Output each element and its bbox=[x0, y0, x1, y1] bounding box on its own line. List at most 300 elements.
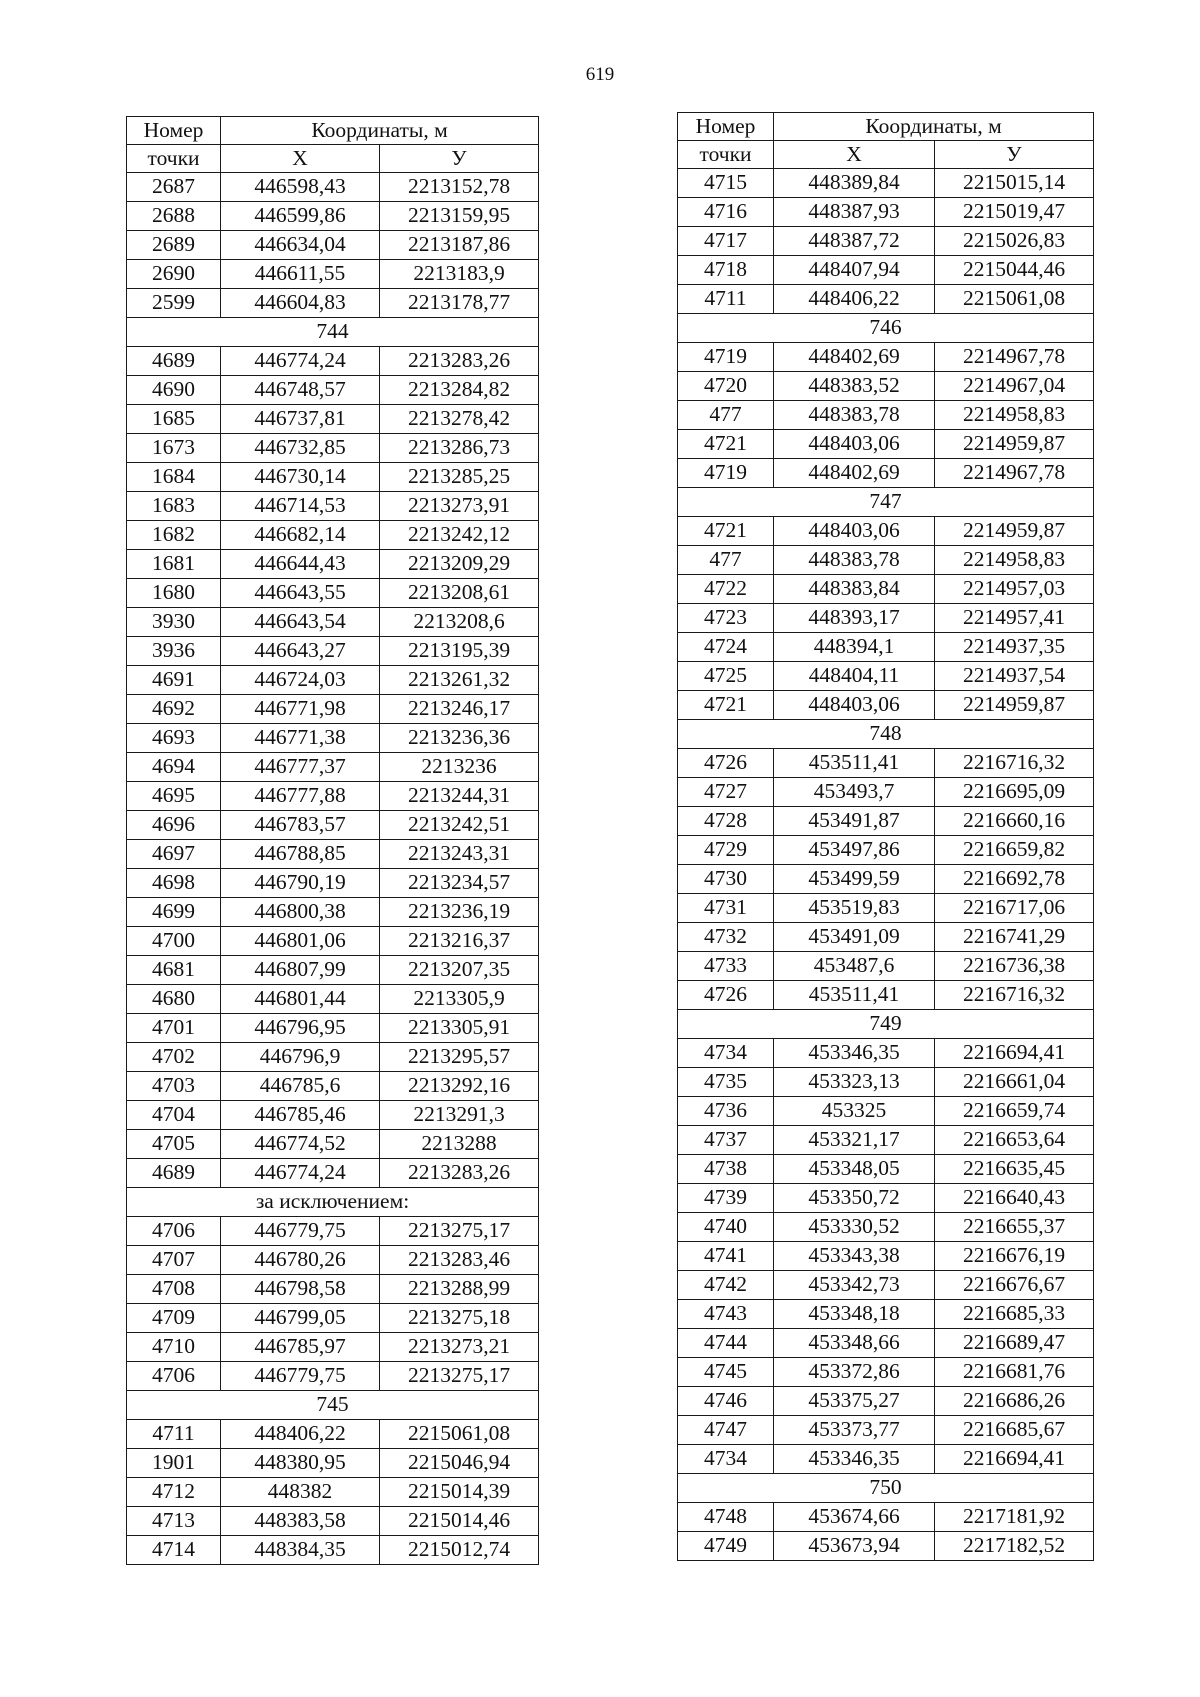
y-coordinate-cell: 2213275,17 bbox=[380, 1217, 539, 1246]
y-coordinate-cell: 2213183,9 bbox=[380, 260, 539, 289]
x-coordinate-cell: 446785,46 bbox=[221, 1101, 380, 1130]
point-number-cell: 4707 bbox=[127, 1246, 221, 1275]
header-number-line2: точки bbox=[127, 145, 221, 173]
section-label: 746 bbox=[678, 314, 1094, 343]
table-row bbox=[678, 952, 1094, 981]
point-number-cell: 2687 bbox=[127, 173, 221, 202]
x-coordinate-cell: 446643,27 bbox=[221, 637, 380, 666]
point-number-cell: 4708 bbox=[127, 1275, 221, 1304]
y-coordinate-cell: 2216681,76 bbox=[935, 1358, 1094, 1387]
x-coordinate-cell: 453491,87 bbox=[774, 807, 935, 836]
table-row bbox=[127, 260, 539, 289]
y-coordinate-cell: 2213195,39 bbox=[380, 637, 539, 666]
header-coordinates: Координаты, м bbox=[221, 117, 539, 145]
y-coordinate-cell: 2213236,19 bbox=[380, 898, 539, 927]
x-coordinate-cell: 446783,57 bbox=[221, 811, 380, 840]
section-label: 747 bbox=[678, 488, 1094, 517]
table-row bbox=[678, 546, 1094, 575]
point-number-cell: 4721 bbox=[678, 430, 774, 459]
y-coordinate-cell: 2214959,87 bbox=[935, 691, 1094, 720]
point-number-cell: 4736 bbox=[678, 1097, 774, 1126]
table-row bbox=[678, 981, 1094, 1010]
x-coordinate-cell: 453348,66 bbox=[774, 1329, 935, 1358]
x-coordinate-cell: 446800,38 bbox=[221, 898, 380, 927]
y-coordinate-cell: 2216655,37 bbox=[935, 1213, 1094, 1242]
table-row bbox=[127, 666, 539, 695]
point-number-cell: 4734 bbox=[678, 1039, 774, 1068]
header-coordinates: Координаты, м bbox=[774, 113, 1094, 141]
point-number-cell: 4697 bbox=[127, 840, 221, 869]
table-row bbox=[127, 1333, 539, 1362]
point-number-cell: 4702 bbox=[127, 1043, 221, 1072]
y-coordinate-cell: 2216660,16 bbox=[935, 807, 1094, 836]
x-coordinate-cell: 446682,14 bbox=[221, 521, 380, 550]
x-coordinate-cell: 453330,52 bbox=[774, 1213, 935, 1242]
table-row bbox=[678, 778, 1094, 807]
table-row bbox=[127, 1275, 539, 1304]
point-number-cell: 1673 bbox=[127, 434, 221, 463]
y-coordinate-cell: 2213283,26 bbox=[380, 1159, 539, 1188]
y-coordinate-cell: 2213283,46 bbox=[380, 1246, 539, 1275]
y-coordinate-cell: 2213275,18 bbox=[380, 1304, 539, 1333]
point-number-cell: 1680 bbox=[127, 579, 221, 608]
point-number-cell: 4701 bbox=[127, 1014, 221, 1043]
point-number-cell: 4739 bbox=[678, 1184, 774, 1213]
table-row bbox=[127, 202, 539, 231]
point-number-cell: 4711 bbox=[127, 1420, 221, 1449]
x-coordinate-cell: 446785,97 bbox=[221, 1333, 380, 1362]
section-row bbox=[678, 1474, 1094, 1503]
table-row bbox=[127, 289, 539, 318]
y-coordinate-cell: 2216694,41 bbox=[935, 1039, 1094, 1068]
coordinates-table-left bbox=[126, 116, 539, 1565]
point-number-cell: 4695 bbox=[127, 782, 221, 811]
table-row bbox=[678, 198, 1094, 227]
x-coordinate-cell: 453511,41 bbox=[774, 981, 935, 1010]
table-header-row bbox=[127, 145, 539, 173]
y-coordinate-cell: 2216661,04 bbox=[935, 1068, 1094, 1097]
y-coordinate-cell: 2215014,39 bbox=[380, 1478, 539, 1507]
point-number-cell: 4723 bbox=[678, 604, 774, 633]
x-coordinate-cell: 446779,75 bbox=[221, 1362, 380, 1391]
y-coordinate-cell: 2213243,31 bbox=[380, 840, 539, 869]
table-row bbox=[678, 1387, 1094, 1416]
y-coordinate-cell: 2214957,03 bbox=[935, 575, 1094, 604]
point-number-cell: 1684 bbox=[127, 463, 221, 492]
table-row bbox=[127, 608, 539, 637]
y-coordinate-cell: 2216686,26 bbox=[935, 1387, 1094, 1416]
y-coordinate-cell: 2213292,16 bbox=[380, 1072, 539, 1101]
point-number-cell: 4726 bbox=[678, 749, 774, 778]
x-coordinate-cell: 453674,66 bbox=[774, 1503, 935, 1532]
point-number-cell: 4696 bbox=[127, 811, 221, 840]
point-number-cell: 4735 bbox=[678, 1068, 774, 1097]
y-coordinate-cell: 2213207,35 bbox=[380, 956, 539, 985]
table-row bbox=[127, 1362, 539, 1391]
table-row bbox=[127, 376, 539, 405]
table-row bbox=[127, 956, 539, 985]
point-number-cell: 4710 bbox=[127, 1333, 221, 1362]
y-coordinate-cell: 2213305,91 bbox=[380, 1014, 539, 1043]
table-row bbox=[127, 1014, 539, 1043]
header-x: X bbox=[221, 145, 380, 173]
point-number-cell: 4700 bbox=[127, 927, 221, 956]
table-row bbox=[127, 1478, 539, 1507]
table-row bbox=[127, 927, 539, 956]
x-coordinate-cell: 448383,78 bbox=[774, 401, 935, 430]
x-coordinate-cell: 446737,81 bbox=[221, 405, 380, 434]
x-coordinate-cell: 446774,52 bbox=[221, 1130, 380, 1159]
table-row bbox=[678, 604, 1094, 633]
table-row bbox=[127, 1246, 539, 1275]
x-coordinate-cell: 453373,77 bbox=[774, 1416, 935, 1445]
header-number-line1: Номер bbox=[127, 117, 221, 145]
y-coordinate-cell: 2214957,41 bbox=[935, 604, 1094, 633]
y-coordinate-cell: 2216659,82 bbox=[935, 836, 1094, 865]
x-coordinate-cell: 446771,98 bbox=[221, 695, 380, 724]
point-number-cell: 4698 bbox=[127, 869, 221, 898]
x-coordinate-cell: 446643,54 bbox=[221, 608, 380, 637]
y-coordinate-cell: 2214967,78 bbox=[935, 459, 1094, 488]
table-row bbox=[678, 256, 1094, 285]
section-label: 748 bbox=[678, 720, 1094, 749]
x-coordinate-cell: 453491,09 bbox=[774, 923, 935, 952]
y-coordinate-cell: 2216716,32 bbox=[935, 749, 1094, 778]
point-number-cell: 4703 bbox=[127, 1072, 221, 1101]
x-coordinate-cell: 446798,58 bbox=[221, 1275, 380, 1304]
x-coordinate-cell: 448402,69 bbox=[774, 343, 935, 372]
x-coordinate-cell: 446801,44 bbox=[221, 985, 380, 1014]
x-coordinate-cell: 448406,22 bbox=[221, 1420, 380, 1449]
point-number-cell: 4706 bbox=[127, 1217, 221, 1246]
x-coordinate-cell: 448402,69 bbox=[774, 459, 935, 488]
table-header-row bbox=[127, 117, 539, 145]
x-coordinate-cell: 453342,73 bbox=[774, 1271, 935, 1300]
x-coordinate-cell: 448389,84 bbox=[774, 169, 935, 198]
y-coordinate-cell: 2214967,04 bbox=[935, 372, 1094, 401]
x-coordinate-cell: 453348,05 bbox=[774, 1155, 935, 1184]
x-coordinate-cell: 448383,52 bbox=[774, 372, 935, 401]
point-number-cell: 4689 bbox=[127, 1159, 221, 1188]
point-number-cell: 4713 bbox=[127, 1507, 221, 1536]
table-row bbox=[678, 1416, 1094, 1445]
y-coordinate-cell: 2214967,78 bbox=[935, 343, 1094, 372]
y-coordinate-cell: 2216695,09 bbox=[935, 778, 1094, 807]
y-coordinate-cell: 2213288,99 bbox=[380, 1275, 539, 1304]
y-coordinate-cell: 2213291,3 bbox=[380, 1101, 539, 1130]
table-row bbox=[678, 1155, 1094, 1184]
y-coordinate-cell: 2213273,21 bbox=[380, 1333, 539, 1362]
x-coordinate-cell: 448403,06 bbox=[774, 430, 935, 459]
table-row bbox=[678, 1503, 1094, 1532]
table-row bbox=[127, 1159, 539, 1188]
x-coordinate-cell: 448384,35 bbox=[221, 1536, 380, 1565]
y-coordinate-cell: 2213178,77 bbox=[380, 289, 539, 318]
header-y: У bbox=[380, 145, 539, 173]
point-number-cell: 4706 bbox=[127, 1362, 221, 1391]
point-number-cell: 4746 bbox=[678, 1387, 774, 1416]
x-coordinate-cell: 446780,26 bbox=[221, 1246, 380, 1275]
y-coordinate-cell: 2215044,46 bbox=[935, 256, 1094, 285]
point-number-cell: 4749 bbox=[678, 1532, 774, 1561]
x-coordinate-cell: 446771,38 bbox=[221, 724, 380, 753]
x-coordinate-cell: 453346,35 bbox=[774, 1039, 935, 1068]
table-row bbox=[678, 1126, 1094, 1155]
table-row bbox=[678, 1445, 1094, 1474]
y-coordinate-cell: 2213187,86 bbox=[380, 231, 539, 260]
x-coordinate-cell: 446788,85 bbox=[221, 840, 380, 869]
table-row bbox=[678, 517, 1094, 546]
table-row bbox=[127, 1507, 539, 1536]
table-row bbox=[678, 1358, 1094, 1387]
x-coordinate-cell: 448393,17 bbox=[774, 604, 935, 633]
x-coordinate-cell: 446790,19 bbox=[221, 869, 380, 898]
y-coordinate-cell: 2213242,51 bbox=[380, 811, 539, 840]
table-row bbox=[127, 724, 539, 753]
point-number-cell: 4745 bbox=[678, 1358, 774, 1387]
x-coordinate-cell: 446785,6 bbox=[221, 1072, 380, 1101]
table-row bbox=[127, 1217, 539, 1246]
table-row bbox=[127, 1420, 539, 1449]
x-coordinate-cell: 448383,78 bbox=[774, 546, 935, 575]
point-number-cell: 4740 bbox=[678, 1213, 774, 1242]
x-coordinate-cell: 448394,1 bbox=[774, 633, 935, 662]
y-coordinate-cell: 2213236,36 bbox=[380, 724, 539, 753]
y-coordinate-cell: 2215019,47 bbox=[935, 198, 1094, 227]
point-number-cell: 4731 bbox=[678, 894, 774, 923]
y-coordinate-cell: 2216741,29 bbox=[935, 923, 1094, 952]
table-row bbox=[678, 430, 1094, 459]
point-number-cell: 4680 bbox=[127, 985, 221, 1014]
table-row bbox=[127, 579, 539, 608]
y-coordinate-cell: 2217182,52 bbox=[935, 1532, 1094, 1561]
y-coordinate-cell: 2215046,94 bbox=[380, 1449, 539, 1478]
y-coordinate-cell: 2216716,32 bbox=[935, 981, 1094, 1010]
table-row bbox=[678, 1068, 1094, 1097]
point-number-cell: 4690 bbox=[127, 376, 221, 405]
table-row bbox=[127, 1536, 539, 1565]
x-coordinate-cell: 446774,24 bbox=[221, 1159, 380, 1188]
point-number-cell: 4704 bbox=[127, 1101, 221, 1130]
table-body bbox=[678, 113, 1094, 1561]
section-row bbox=[678, 720, 1094, 749]
point-number-cell: 1901 bbox=[127, 1449, 221, 1478]
x-coordinate-cell: 446598,43 bbox=[221, 173, 380, 202]
header-y: У bbox=[935, 141, 1094, 169]
x-coordinate-cell: 453343,38 bbox=[774, 1242, 935, 1271]
table-row bbox=[678, 1213, 1094, 1242]
table-row bbox=[678, 749, 1094, 778]
table-row bbox=[127, 1449, 539, 1478]
y-coordinate-cell: 2213159,95 bbox=[380, 202, 539, 231]
y-coordinate-cell: 2216653,64 bbox=[935, 1126, 1094, 1155]
point-number-cell: 4699 bbox=[127, 898, 221, 927]
section-row bbox=[127, 1188, 539, 1217]
x-coordinate-cell: 453673,94 bbox=[774, 1532, 935, 1561]
y-coordinate-cell: 2216685,33 bbox=[935, 1300, 1094, 1329]
x-coordinate-cell: 446801,06 bbox=[221, 927, 380, 956]
x-coordinate-cell: 448387,72 bbox=[774, 227, 935, 256]
x-coordinate-cell: 446774,24 bbox=[221, 347, 380, 376]
table-row bbox=[127, 1304, 539, 1333]
header-number-line1: Номер bbox=[678, 113, 774, 141]
x-coordinate-cell: 448403,06 bbox=[774, 691, 935, 720]
x-coordinate-cell: 448403,06 bbox=[774, 517, 935, 546]
x-coordinate-cell: 446634,04 bbox=[221, 231, 380, 260]
point-number-cell: 4705 bbox=[127, 1130, 221, 1159]
y-coordinate-cell: 2213216,37 bbox=[380, 927, 539, 956]
y-coordinate-cell: 2214959,87 bbox=[935, 430, 1094, 459]
point-number-cell: 3936 bbox=[127, 637, 221, 666]
table-row bbox=[127, 231, 539, 260]
point-number-cell: 4715 bbox=[678, 169, 774, 198]
point-number-cell: 4743 bbox=[678, 1300, 774, 1329]
y-coordinate-cell: 2213208,6 bbox=[380, 608, 539, 637]
table-row bbox=[678, 923, 1094, 952]
y-coordinate-cell: 2213152,78 bbox=[380, 173, 539, 202]
x-coordinate-cell: 446724,03 bbox=[221, 666, 380, 695]
point-number-cell: 4737 bbox=[678, 1126, 774, 1155]
x-coordinate-cell: 446599,86 bbox=[221, 202, 380, 231]
table-row bbox=[678, 1300, 1094, 1329]
y-coordinate-cell: 2213273,91 bbox=[380, 492, 539, 521]
header-x: X bbox=[774, 141, 935, 169]
point-number-cell: 4681 bbox=[127, 956, 221, 985]
table-row bbox=[127, 1072, 539, 1101]
section-row bbox=[678, 488, 1094, 517]
table-row bbox=[127, 463, 539, 492]
y-coordinate-cell: 2213286,73 bbox=[380, 434, 539, 463]
x-coordinate-cell: 446779,75 bbox=[221, 1217, 380, 1246]
y-coordinate-cell: 2215061,08 bbox=[935, 285, 1094, 314]
section-label: за исключением: bbox=[127, 1188, 539, 1217]
table-row bbox=[678, 662, 1094, 691]
table-row bbox=[127, 347, 539, 376]
point-number-cell: 1683 bbox=[127, 492, 221, 521]
y-coordinate-cell: 2213208,61 bbox=[380, 579, 539, 608]
y-coordinate-cell: 2216717,06 bbox=[935, 894, 1094, 923]
point-number-cell: 4709 bbox=[127, 1304, 221, 1333]
y-coordinate-cell: 2215015,14 bbox=[935, 169, 1094, 198]
point-number-cell: 4730 bbox=[678, 865, 774, 894]
section-row bbox=[127, 1391, 539, 1420]
x-coordinate-cell: 446777,88 bbox=[221, 782, 380, 811]
point-number-cell: 4748 bbox=[678, 1503, 774, 1532]
table-row bbox=[678, 1097, 1094, 1126]
x-coordinate-cell: 448407,94 bbox=[774, 256, 935, 285]
point-number-cell: 4744 bbox=[678, 1329, 774, 1358]
point-number-cell: 1682 bbox=[127, 521, 221, 550]
y-coordinate-cell: 2213209,29 bbox=[380, 550, 539, 579]
section-label: 745 bbox=[127, 1391, 539, 1420]
y-coordinate-cell: 2214937,54 bbox=[935, 662, 1094, 691]
table-row bbox=[127, 782, 539, 811]
point-number-cell: 4721 bbox=[678, 517, 774, 546]
y-coordinate-cell: 2213236 bbox=[380, 753, 539, 782]
table-row bbox=[127, 753, 539, 782]
point-number-cell: 477 bbox=[678, 401, 774, 430]
point-number-cell: 4742 bbox=[678, 1271, 774, 1300]
x-coordinate-cell: 446807,99 bbox=[221, 956, 380, 985]
x-coordinate-cell: 453348,18 bbox=[774, 1300, 935, 1329]
x-coordinate-cell: 453499,59 bbox=[774, 865, 935, 894]
y-coordinate-cell: 2216736,38 bbox=[935, 952, 1094, 981]
x-coordinate-cell: 453375,27 bbox=[774, 1387, 935, 1416]
x-coordinate-cell: 446732,85 bbox=[221, 434, 380, 463]
x-coordinate-cell: 453487,6 bbox=[774, 952, 935, 981]
table-row bbox=[127, 985, 539, 1014]
x-coordinate-cell: 448404,11 bbox=[774, 662, 935, 691]
y-coordinate-cell: 2215014,46 bbox=[380, 1507, 539, 1536]
point-number-cell: 477 bbox=[678, 546, 774, 575]
y-coordinate-cell: 2216635,45 bbox=[935, 1155, 1094, 1184]
x-coordinate-cell: 453511,41 bbox=[774, 749, 935, 778]
y-coordinate-cell: 2213244,31 bbox=[380, 782, 539, 811]
x-coordinate-cell: 453493,7 bbox=[774, 778, 935, 807]
point-number-cell: 4720 bbox=[678, 372, 774, 401]
y-coordinate-cell: 2213295,57 bbox=[380, 1043, 539, 1072]
y-coordinate-cell: 2213285,25 bbox=[380, 463, 539, 492]
y-coordinate-cell: 2214937,35 bbox=[935, 633, 1094, 662]
point-number-cell: 4693 bbox=[127, 724, 221, 753]
y-coordinate-cell: 2214958,83 bbox=[935, 546, 1094, 575]
x-coordinate-cell: 453519,83 bbox=[774, 894, 935, 923]
table-header-row bbox=[678, 113, 1094, 141]
table-row bbox=[678, 169, 1094, 198]
table-row bbox=[678, 1184, 1094, 1213]
y-coordinate-cell: 2213305,9 bbox=[380, 985, 539, 1014]
point-number-cell: 2689 bbox=[127, 231, 221, 260]
table-row bbox=[678, 633, 1094, 662]
point-number-cell: 4691 bbox=[127, 666, 221, 695]
y-coordinate-cell: 2213275,17 bbox=[380, 1362, 539, 1391]
table-row bbox=[127, 695, 539, 724]
section-label: 749 bbox=[678, 1010, 1094, 1039]
point-number-cell: 4722 bbox=[678, 575, 774, 604]
point-number-cell: 4725 bbox=[678, 662, 774, 691]
x-coordinate-cell: 446643,55 bbox=[221, 579, 380, 608]
point-number-cell: 4741 bbox=[678, 1242, 774, 1271]
y-coordinate-cell: 2216659,74 bbox=[935, 1097, 1094, 1126]
point-number-cell: 2690 bbox=[127, 260, 221, 289]
section-row bbox=[127, 318, 539, 347]
table-row bbox=[127, 811, 539, 840]
y-coordinate-cell: 2214959,87 bbox=[935, 517, 1094, 546]
point-number-cell: 4719 bbox=[678, 343, 774, 372]
point-number-cell: 4729 bbox=[678, 836, 774, 865]
x-coordinate-cell: 446604,83 bbox=[221, 289, 380, 318]
point-number-cell: 4719 bbox=[678, 459, 774, 488]
table-row bbox=[678, 459, 1094, 488]
point-number-cell: 4692 bbox=[127, 695, 221, 724]
point-number-cell: 4714 bbox=[127, 1536, 221, 1565]
y-coordinate-cell: 2216640,43 bbox=[935, 1184, 1094, 1213]
table-row bbox=[678, 401, 1094, 430]
point-number-cell: 4726 bbox=[678, 981, 774, 1010]
x-coordinate-cell: 448382 bbox=[221, 1478, 380, 1507]
y-coordinate-cell: 2216676,19 bbox=[935, 1242, 1094, 1271]
section-row bbox=[678, 1010, 1094, 1039]
point-number-cell: 1685 bbox=[127, 405, 221, 434]
x-coordinate-cell: 448383,58 bbox=[221, 1507, 380, 1536]
table-row bbox=[127, 1130, 539, 1159]
point-number-cell: 1681 bbox=[127, 550, 221, 579]
point-number-cell: 3930 bbox=[127, 608, 221, 637]
table-row bbox=[678, 1271, 1094, 1300]
y-coordinate-cell: 2213288 bbox=[380, 1130, 539, 1159]
y-coordinate-cell: 2213246,17 bbox=[380, 695, 539, 724]
point-number-cell: 4747 bbox=[678, 1416, 774, 1445]
